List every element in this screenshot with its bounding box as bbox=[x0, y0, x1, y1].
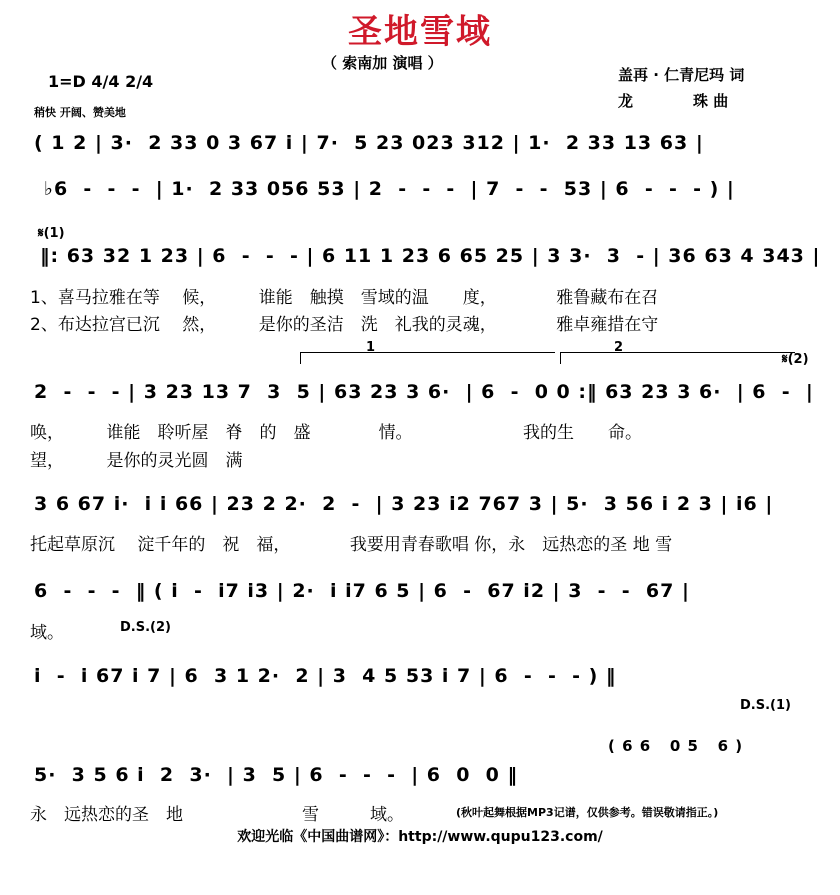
composer-credit: 龙 珠 曲 bbox=[618, 92, 729, 110]
key-signature: 1=D 4/4 2/4 bbox=[48, 72, 154, 91]
notation-line-4: 2 - - - | 3 23 13 7 3 5 | 63 23 3 6· | 6 - 0 0 :‖ 63 23 3 6· | 6 - | bbox=[34, 381, 814, 403]
lyrics-verse2-line2: 望， 是你的灵光圆 满 bbox=[30, 451, 243, 471]
notation-line-6: 6 - - - ‖ ( i - i7 i3 | 2· i i7 6 5 | 6 - 67 i2 | 3 - - 67 | bbox=[34, 580, 690, 602]
volta-2-bracket bbox=[560, 352, 795, 353]
notation-line-1: ( 1 2 | 3· 2 33 0 3 67 i | 7· 5 23 023 312 | 1· 2 33 13 63 | bbox=[34, 132, 704, 154]
volta-1-bracket-left bbox=[300, 352, 301, 364]
tempo-marking: 稍快 开阔、赞美地 bbox=[34, 106, 126, 119]
lyricist-credit: 盖再 · 仁青尼玛 词 bbox=[618, 66, 745, 84]
coda-tail-notes: ( 6 6 0 5 6 ) bbox=[608, 737, 744, 755]
segno-1-marker: 𝄋(1) bbox=[38, 226, 65, 241]
ds2-marking: D.S.(2) bbox=[120, 620, 171, 635]
footer-website[interactable]: 欢迎光临《中国曲谱网》：http://www.qupu123.com/ bbox=[237, 829, 603, 845]
volta-1-bracket bbox=[300, 352, 555, 353]
song-title: 圣地雪域 bbox=[348, 12, 492, 52]
transcriber-remark: (秋叶起舞根据MP3记谱，仅供参考。错误敬请指正。) bbox=[456, 806, 719, 819]
lyrics-verse2-line1: 2、布达拉宫已沉 然， 是你的圣洁 洗 礼我的灵魂， 雅卓雍措在守 bbox=[30, 315, 659, 335]
lyrics-verse1-line2: 唤， 谁能 聆听屋 脊 的 盛 情。 我的生 命。 bbox=[30, 423, 642, 443]
ds1-marking: D.S.(1) bbox=[740, 698, 791, 713]
lyrics-verse1-line1: 1、喜马拉雅在等 候， 谁能 触摸 雪域的温 度， 雅鲁藏布在召 bbox=[30, 288, 659, 308]
segno-2-marker: 𝄋(2) bbox=[782, 352, 809, 367]
notation-line-5: 3 6 67 i· i i 66 | 23 2 2· 2 - | 3 23 i2 767 3 | 5· 3 56 i 2 3 | i6 | bbox=[34, 493, 774, 515]
notation-line-8: 5· 3 5 6 i 2 3· | 3 5 | 6 - - - | 6 0 0 ‖ bbox=[34, 764, 519, 786]
notation-line-7: i - i 67 i 7 | 6 3 1 2· 2 | 3 4 5 53 i 7 | 6 - - - ) ‖ bbox=[34, 665, 617, 687]
notation-line-3: ‖: 63 32 1 23 | 6 - - - | 6 11 1 23 6 65 25 | 3 3· 3 - | 36 63 4 343 | bbox=[40, 245, 821, 267]
lyrics-line3: 托起草原沉 淀千年的 祝 福， 我要用青春歌唱 你，永 远热恋的圣 地 雪 bbox=[30, 535, 673, 555]
volta-2-bracket-left bbox=[560, 352, 561, 364]
lyrics-final-line: 永 远热恋的圣 地 雪 域。 bbox=[30, 805, 404, 825]
lyrics-line4: 域。 bbox=[30, 623, 64, 643]
volta-1-label: 1 bbox=[366, 340, 376, 355]
singer-credit: （ 索南加 演唱 ） bbox=[322, 54, 443, 72]
volta-2-label: 2 bbox=[614, 340, 624, 355]
notation-line-2: ♭6 - - - | 1· 2 33 056 53 | 2 - - - | 7 - - 53 | 6 - - - ) | bbox=[44, 178, 735, 200]
